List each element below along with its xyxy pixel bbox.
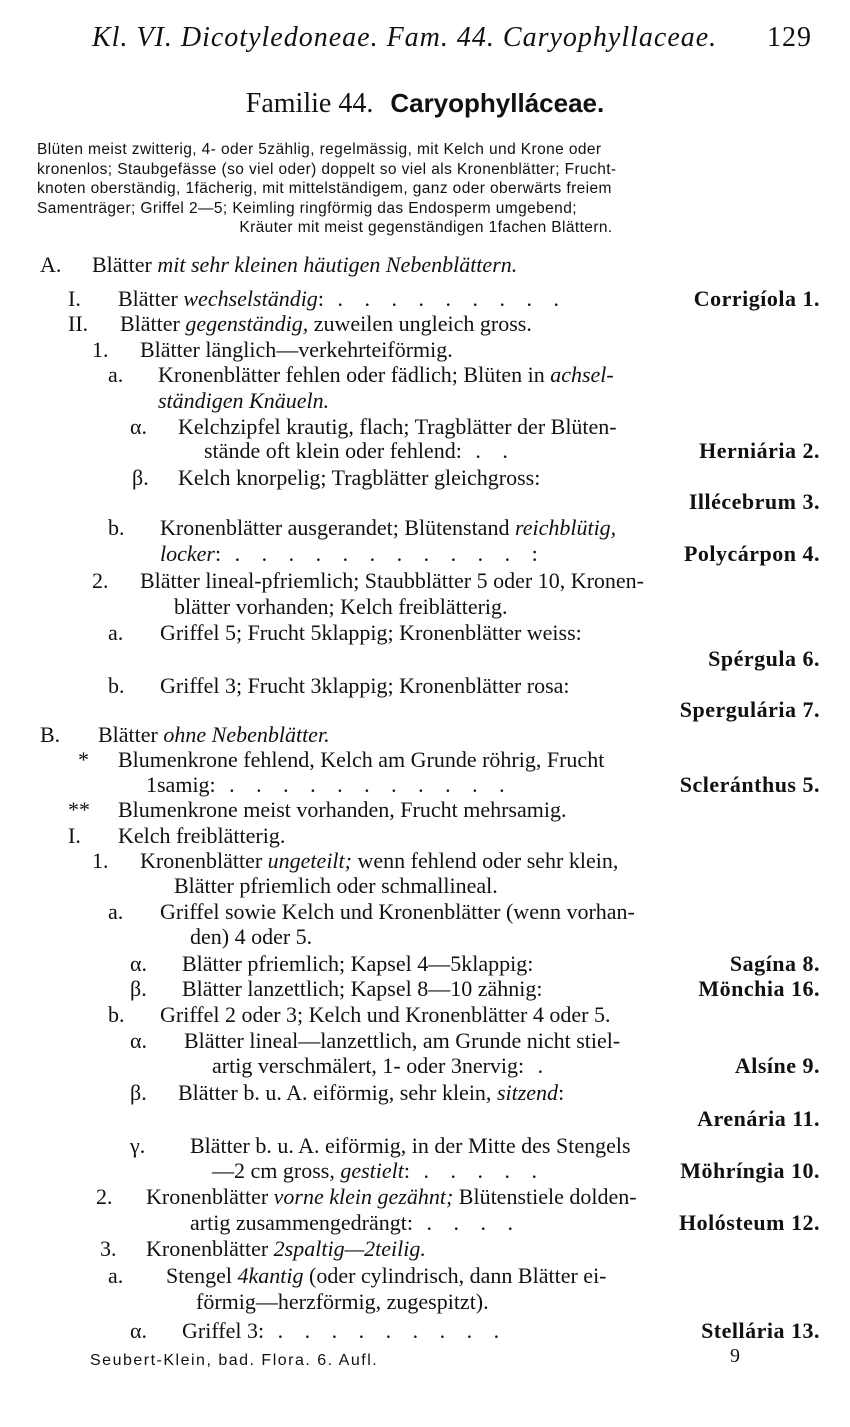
key-text-plain: förmig—herzförmig, zugespitzt). bbox=[196, 1289, 489, 1314]
key-line bbox=[0, 1263, 850, 1289]
running-header bbox=[92, 22, 812, 54]
key-text-plain: blätter vorhanden; Kelch freiblätterig. bbox=[174, 594, 508, 619]
key-marker: I. bbox=[68, 823, 81, 848]
key-text bbox=[190, 1133, 631, 1159]
key-line bbox=[0, 951, 850, 977]
key-marker: 2. bbox=[96, 1184, 113, 1209]
key-text bbox=[160, 1002, 610, 1028]
key-text bbox=[118, 797, 566, 823]
key-line bbox=[0, 311, 850, 337]
key-text bbox=[182, 1318, 507, 1344]
key-line bbox=[0, 541, 850, 567]
key-line bbox=[0, 438, 850, 464]
key-line bbox=[0, 620, 850, 646]
key-text-italic: vorne klein gezähnt; bbox=[273, 1184, 454, 1209]
key-line bbox=[0, 772, 850, 798]
key-text bbox=[190, 924, 312, 950]
genus-name: Sagína 8. bbox=[729, 951, 820, 976]
key-marker: a. bbox=[108, 899, 124, 924]
description-line: knoten oberständig, 1fächerig, mit mittelständigem, ganz oder oberwärts freiem bbox=[37, 180, 612, 197]
key-line bbox=[0, 414, 850, 440]
key-marker: B. bbox=[40, 722, 61, 747]
key-line bbox=[0, 797, 850, 823]
key-text-plain: Griffel 2 oder 3; Kelch und Kronenblätter 4 oder 5. bbox=[160, 1002, 611, 1027]
key-line bbox=[0, 697, 850, 723]
key-marker: β. bbox=[132, 465, 149, 490]
key-text-italic: ungeteilt; bbox=[267, 848, 352, 873]
key-line bbox=[0, 1210, 850, 1236]
key-text bbox=[146, 772, 513, 798]
key-text-plain: Griffel 3; Frucht 3klappig; Kronenblätter rosa: bbox=[160, 673, 570, 698]
key-line bbox=[0, 1236, 850, 1262]
key-text-plain: stände oft klein oder fehlend: bbox=[204, 438, 462, 463]
key-text bbox=[118, 823, 285, 849]
key-text-plain: Blätter lineal-pfriemlich; Staubblätter 5 oder 10, Kronen- bbox=[140, 568, 645, 593]
description-line: Blüten meist zwitterig, 4- oder 5zählig, regelmässig, mit Kelch und Krone oder bbox=[37, 141, 602, 158]
key-line bbox=[0, 252, 850, 278]
key-marker: α. bbox=[130, 1028, 148, 1053]
key-text-plain: Stengel bbox=[166, 1263, 238, 1288]
key-line bbox=[0, 1053, 850, 1079]
key-text-italic: sitzend bbox=[496, 1080, 559, 1105]
key-text-plain: Blätter länglich—verkehrteiförmig. bbox=[140, 337, 453, 362]
key-leader-dots: . . . . . . . . . bbox=[264, 1318, 508, 1343]
key-leader-dots: . bbox=[524, 1053, 552, 1078]
key-leader-dots: . . . . . . . . . bbox=[323, 286, 567, 311]
key-text-plain: artig zusammengedrängt: bbox=[190, 1210, 413, 1235]
key-marker: 2. bbox=[92, 568, 109, 593]
key-text-plain: Blätter pfriemlich oder schmallineal. bbox=[174, 873, 498, 898]
key-line bbox=[0, 1133, 850, 1159]
page-number: 129 bbox=[767, 22, 812, 53]
key-line bbox=[0, 976, 850, 1002]
key-line bbox=[0, 873, 850, 899]
key-text-plain: Kelchzipfel krautig, flach; Tragblätter der Blüten- bbox=[178, 414, 617, 439]
description-line: Samenträger; Griffel 2—5; Keimling ringförmig das Endosperm umgebend; bbox=[37, 199, 577, 217]
key-text-plain: artig verschmälert, 1- oder 3nervig: bbox=[212, 1053, 525, 1078]
description-line: Kräuter mit meist gegenständigen 1fachen Blättern. bbox=[239, 219, 613, 236]
genus-name: Herniária 2. bbox=[699, 438, 820, 463]
key-line bbox=[0, 646, 850, 672]
key-line bbox=[0, 1080, 850, 1106]
key-text bbox=[160, 673, 570, 699]
key-text-plain: Blätter lineal—lanzettlich, am Grunde nicht stiel- bbox=[184, 1028, 621, 1053]
genus-name: Holósteum 12. bbox=[679, 1210, 820, 1235]
key-text-after: wenn fehlend oder sehr klein, bbox=[351, 848, 619, 873]
key-text bbox=[212, 1158, 545, 1184]
key-text bbox=[174, 873, 498, 899]
family-name: Caryophylláceae. bbox=[390, 88, 605, 118]
genus-name: Stellária 13. bbox=[701, 1318, 820, 1343]
key-text-plain: Kronenblätter bbox=[146, 1184, 274, 1209]
key-text-plain: Kelch knorpelig; Tragblätter gleichgross: bbox=[178, 465, 541, 490]
key-text bbox=[118, 747, 604, 773]
key-marker: b. bbox=[108, 673, 125, 698]
key-line bbox=[0, 515, 850, 541]
key-text-after: : bbox=[317, 286, 324, 311]
key-text bbox=[146, 1236, 426, 1262]
key-line bbox=[0, 388, 850, 414]
key-text bbox=[118, 286, 567, 312]
key-marker: 3. bbox=[100, 1236, 117, 1261]
key-line bbox=[0, 286, 850, 312]
key-text-plain: Blätter bbox=[118, 286, 184, 311]
key-line bbox=[0, 924, 850, 950]
key-text bbox=[178, 414, 617, 440]
key-text bbox=[196, 1289, 489, 1315]
family-heading bbox=[0, 88, 850, 120]
genus-name: Alsíne 9. bbox=[734, 1053, 820, 1078]
family-prefix: Familie 44. bbox=[245, 88, 374, 119]
key-leader-dots: . . . . . bbox=[410, 1158, 545, 1183]
key-text bbox=[140, 848, 618, 874]
key-text-plain: Kelch freiblätterig. bbox=[118, 823, 286, 848]
key-text-italic: 2spaltig—2teilig. bbox=[273, 1236, 426, 1261]
key-text-italic: reichblütig, bbox=[514, 515, 617, 540]
genus-name: Illécebrum 3. bbox=[688, 489, 820, 514]
key-marker: 1. bbox=[92, 337, 109, 362]
key-marker: 1. bbox=[92, 848, 109, 873]
key-line bbox=[0, 1106, 850, 1132]
key-text bbox=[178, 1080, 564, 1106]
key-text-plain: Kronenblätter ausgerandet; Blütenstand bbox=[160, 515, 515, 540]
key-line bbox=[0, 489, 850, 515]
sheet-number: 9 bbox=[730, 1345, 740, 1367]
key-text-italic: ständigen Knäueln. bbox=[158, 388, 330, 413]
key-text bbox=[160, 541, 546, 567]
key-line bbox=[0, 747, 850, 773]
key-text-after: : bbox=[558, 1080, 565, 1105]
key-text-plain: Griffel 5; Frucht 5klappig; Kronenblätter weiss: bbox=[160, 620, 582, 645]
family-description bbox=[37, 140, 815, 238]
footer-signature: Seubert-Klein, bad. Flora. 6. Aufl. bbox=[90, 1352, 379, 1369]
key-marker: A. bbox=[40, 252, 62, 277]
key-text-plain: Griffel 3: bbox=[182, 1318, 265, 1343]
running-title: Kl. VI. Dicotyledoneae. Fam. 44. Caryophyllaceae. bbox=[92, 22, 718, 53]
key-text bbox=[160, 899, 635, 925]
genus-name: Mönchia 16. bbox=[698, 976, 820, 1001]
key-line bbox=[0, 1158, 850, 1184]
key-text-plain: 1samig: bbox=[146, 772, 216, 797]
key-text bbox=[146, 1184, 637, 1210]
key-marker: * bbox=[78, 747, 89, 772]
description-line: kronenlos; Staubgefässe (so viel oder) doppelt so viel als Kronenblätter; Frucht- bbox=[37, 160, 617, 178]
key-text-plain: Griffel sowie Kelch und Kronenblätter (wenn vorhan- bbox=[160, 899, 635, 924]
key-text-italic: mit sehr kleinen häutigen Nebenblättern. bbox=[157, 252, 518, 277]
key-leader-dots: . . bbox=[461, 438, 516, 463]
key-text-italic: gestielt bbox=[340, 1158, 404, 1183]
key-marker: β. bbox=[130, 1080, 147, 1105]
key-text-after: : bbox=[403, 1158, 410, 1183]
genus-name: Möhríngia 10. bbox=[680, 1158, 820, 1183]
key-text bbox=[174, 594, 508, 620]
key-text-italic: 4kantig bbox=[237, 1263, 304, 1288]
key-marker: a. bbox=[108, 362, 124, 387]
key-text-plain: Kronenblätter bbox=[140, 848, 268, 873]
key-leader-dots: . . . . . . . . . . . : bbox=[221, 541, 546, 566]
key-line bbox=[0, 362, 850, 388]
key-line bbox=[0, 465, 850, 491]
key-text-after: zuweilen ungleich gross. bbox=[308, 311, 532, 336]
key-text bbox=[166, 1263, 607, 1289]
key-text-italic: ohne Nebenblätter. bbox=[163, 722, 330, 747]
genus-name: Arenária 11. bbox=[697, 1106, 820, 1131]
key-line bbox=[0, 1002, 850, 1028]
key-text bbox=[158, 388, 329, 414]
key-text bbox=[178, 465, 540, 491]
key-line bbox=[0, 1318, 850, 1344]
key-line bbox=[0, 337, 850, 363]
key-line bbox=[0, 1289, 850, 1315]
key-marker: α. bbox=[130, 951, 148, 976]
key-text bbox=[140, 337, 453, 363]
key-text-plain: Kronenblätter fehlen oder fädlich; Blüten in bbox=[158, 362, 551, 387]
key-line bbox=[0, 673, 850, 699]
genus-name: Spérgula 6. bbox=[708, 646, 820, 671]
key-leader-dots: . . . . . . . . . . . bbox=[215, 772, 513, 797]
key-line bbox=[0, 594, 850, 620]
key-line bbox=[0, 1184, 850, 1210]
key-text-plain: Blumenkrone fehlend, Kelch am Grunde röhrig, Frucht bbox=[118, 747, 605, 772]
key-text bbox=[182, 976, 542, 1002]
key-marker: β. bbox=[130, 976, 147, 1001]
key-line bbox=[0, 848, 850, 874]
key-text-plain: Blätter b. u. A. eiförmig, sehr klein, bbox=[178, 1080, 497, 1105]
key-line bbox=[0, 722, 850, 748]
key-marker: α. bbox=[130, 414, 148, 439]
key-leader-dots: . . . . bbox=[412, 1210, 521, 1235]
key-marker: b. bbox=[108, 515, 125, 540]
genus-name: Corrigíola 1. bbox=[693, 286, 820, 311]
key-line bbox=[0, 899, 850, 925]
key-text bbox=[184, 1028, 620, 1054]
key-text bbox=[212, 1053, 551, 1079]
key-text-after: : bbox=[214, 541, 222, 566]
key-line bbox=[0, 823, 850, 849]
key-text bbox=[120, 311, 532, 337]
key-text bbox=[92, 252, 517, 278]
key-text-italic: gegenständig, bbox=[185, 311, 309, 336]
key-text-plain: Blätter bbox=[98, 722, 164, 747]
key-text bbox=[98, 722, 330, 748]
key-marker: I. bbox=[68, 286, 81, 311]
key-text-italic: locker bbox=[160, 541, 215, 566]
key-marker: II. bbox=[68, 311, 89, 336]
key-text-after: (oder cylindrisch, dann Blätter ei- bbox=[303, 1263, 607, 1288]
key-marker: a. bbox=[108, 620, 124, 645]
key-line bbox=[0, 568, 850, 594]
key-text bbox=[140, 568, 644, 594]
genus-name: Spergulária 7. bbox=[679, 697, 820, 722]
key-text-plain: Blumenkrone meist vorhanden, Frucht mehrsamig. bbox=[118, 797, 567, 822]
key-marker: a. bbox=[108, 1263, 124, 1288]
key-text bbox=[182, 951, 533, 977]
key-text-italic: wechselständig bbox=[183, 286, 318, 311]
key-text-plain: den) 4 oder 5. bbox=[190, 924, 313, 949]
key-marker: ** bbox=[68, 797, 90, 822]
key-text-plain: Blätter b. u. A. eiförmig, in der Mitte des Stengels bbox=[190, 1133, 631, 1158]
key-text bbox=[158, 362, 614, 388]
genus-name: Scleránthus 5. bbox=[679, 772, 820, 797]
key-text-plain: Blätter lanzettlich; Kapsel 8—10 zähnig: bbox=[182, 976, 543, 1001]
key-marker: α. bbox=[130, 1318, 148, 1343]
key-text-plain: Blätter pfriemlich; Kapsel 4—5klappig: bbox=[182, 951, 534, 976]
key-text bbox=[160, 515, 616, 541]
key-text bbox=[190, 1210, 521, 1236]
key-text-plain: Blätter bbox=[120, 311, 186, 336]
key-text-plain: Blätter bbox=[92, 252, 158, 277]
key-marker: b. bbox=[108, 1002, 125, 1027]
key-marker: γ. bbox=[130, 1133, 146, 1158]
key-text bbox=[204, 438, 516, 464]
key-text-plain: —2 cm gross, bbox=[212, 1158, 341, 1183]
key-text-plain: Kronenblätter bbox=[146, 1236, 274, 1261]
key-text bbox=[160, 620, 582, 646]
key-line bbox=[0, 1028, 850, 1054]
key-text-italic: achsel- bbox=[550, 362, 614, 387]
key-text-after: Blütenstiele dolden- bbox=[453, 1184, 637, 1209]
genus-name: Polycárpon 4. bbox=[683, 541, 820, 566]
